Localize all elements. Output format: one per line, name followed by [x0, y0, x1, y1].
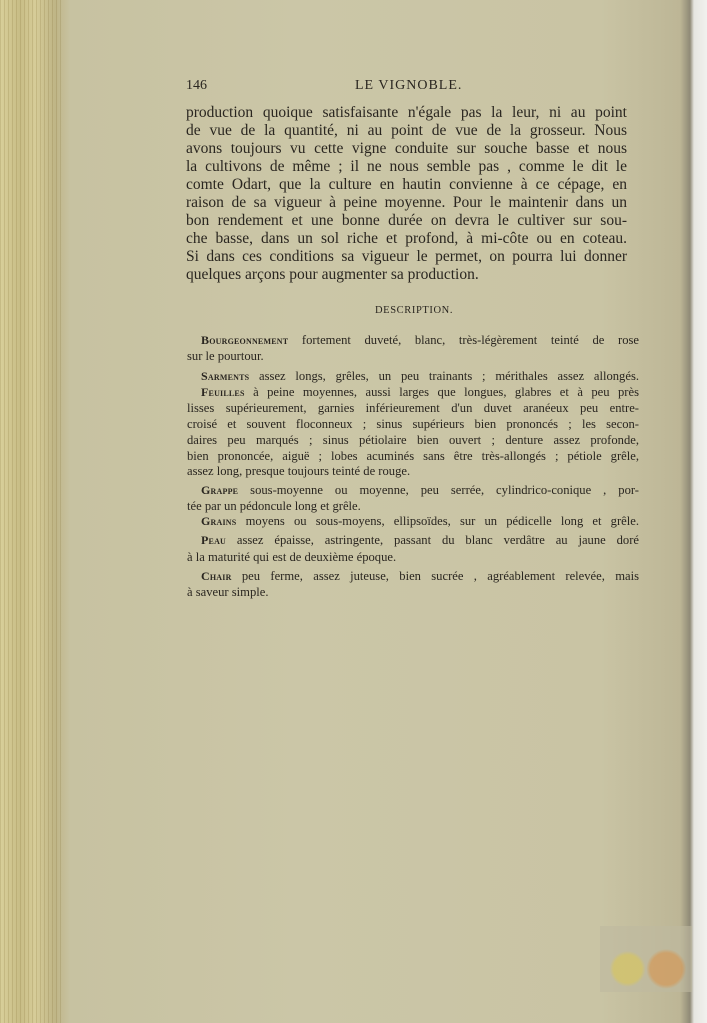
- description-entry: [187, 369, 639, 384]
- running-title: LE VIGNOBLE.: [355, 78, 463, 93]
- fruit-watermark-image: [600, 926, 692, 992]
- description-line: bien prononcée, aiguë ; lobes acuminés sans être très-allongés ; pétiole grêle,: [187, 449, 639, 463]
- description-entry: [187, 385, 639, 400]
- entry-term: Grains: [201, 514, 237, 528]
- description-line: daires peu marqués ; sinus pétiolaire bien ouvert ; denture assez profonde,: [187, 433, 639, 447]
- entry-term: Peau: [201, 533, 227, 547]
- entry-text: à peine moyennes, aussi larges que longues, glabres et à peu près: [244, 385, 639, 399]
- entry-text: moyens ou sous-moyens, ellipsoïdes, sur un pédicelle long et grêle.: [236, 514, 639, 528]
- entry-text: fortement duveté, blanc, très-légèrement teinté de rose: [288, 333, 639, 347]
- entry-term: Feuilles: [201, 385, 245, 399]
- description-line: assez long, presque toujours teinté de rouge.: [187, 464, 411, 478]
- entry-term: Chair: [201, 569, 232, 583]
- description-entry: [187, 533, 639, 548]
- body-line: avons toujours vu cette vigne conduite sur souche basse et nous: [186, 140, 627, 157]
- entry-text: peu ferme, assez juteuse, bien sucrée , agréablement relevée, mais: [231, 569, 639, 583]
- body-line: production quoique satisfaisante n'égale pas la leur, ni au point: [186, 104, 627, 121]
- body-line: raison de sa vigueur à peine moyenne. Pour le maintenir dans un: [186, 194, 627, 211]
- body-line: la cultivons de même ; il ne nous semble pas , comme le dit le: [186, 158, 627, 175]
- body-line: bon rendement et une bonne durée on devra le cultiver sur sou-: [186, 212, 627, 229]
- description-entry: [187, 333, 639, 348]
- description-line: tée par un pédoncule long et grêle.: [187, 499, 361, 513]
- description-entry: [187, 514, 639, 529]
- body-line: quelques arçons pour augmenter sa production.: [186, 266, 479, 283]
- body-line: comte Odart, que la culture en hautin convienne à ce cépage, en: [186, 176, 627, 193]
- description-line: lisses supérieurement, garnies inférieurement d'un duvet aranéeux peu entre-: [187, 401, 639, 415]
- entry-term: Grappe: [201, 483, 239, 497]
- description-entry: [187, 569, 639, 584]
- section-title: DESCRIPTION.: [375, 305, 454, 316]
- body-line: de vue de la quantité, ni au point de vue de la grosseur. Nous: [186, 122, 627, 139]
- entry-text: assez longs, grêles, un peu trainants ; mérithales assez allongés.: [249, 369, 639, 383]
- description-line: à la maturité qui est de deuxième époque.: [187, 550, 397, 564]
- entry-text: assez épaisse, astringente, passant du blanc verdâtre au jaune doré: [226, 533, 639, 547]
- page-number: 146: [186, 78, 207, 93]
- entry-term: Sarments: [201, 369, 250, 383]
- body-line: che basse, dans un sol riche et profond, à mi-côte ou en coteau.: [186, 230, 627, 247]
- page-edges: [0, 0, 62, 1023]
- description-line: sur le pourtour.: [187, 349, 264, 363]
- entry-text: sous-moyenne ou moyenne, peu serrée, cylindrico-conique , por-: [238, 483, 639, 497]
- description-line: croisé et souvent floconneux ; sinus supérieurs bien prononcés ; les secon-: [187, 417, 639, 431]
- description-line: à saveur simple.: [187, 585, 269, 599]
- body-line: Si dans ces conditions sa vigueur le permet, on pourra lui donner: [186, 248, 627, 265]
- description-entry: [187, 483, 639, 498]
- entry-term: Bourgeonnement: [201, 333, 289, 347]
